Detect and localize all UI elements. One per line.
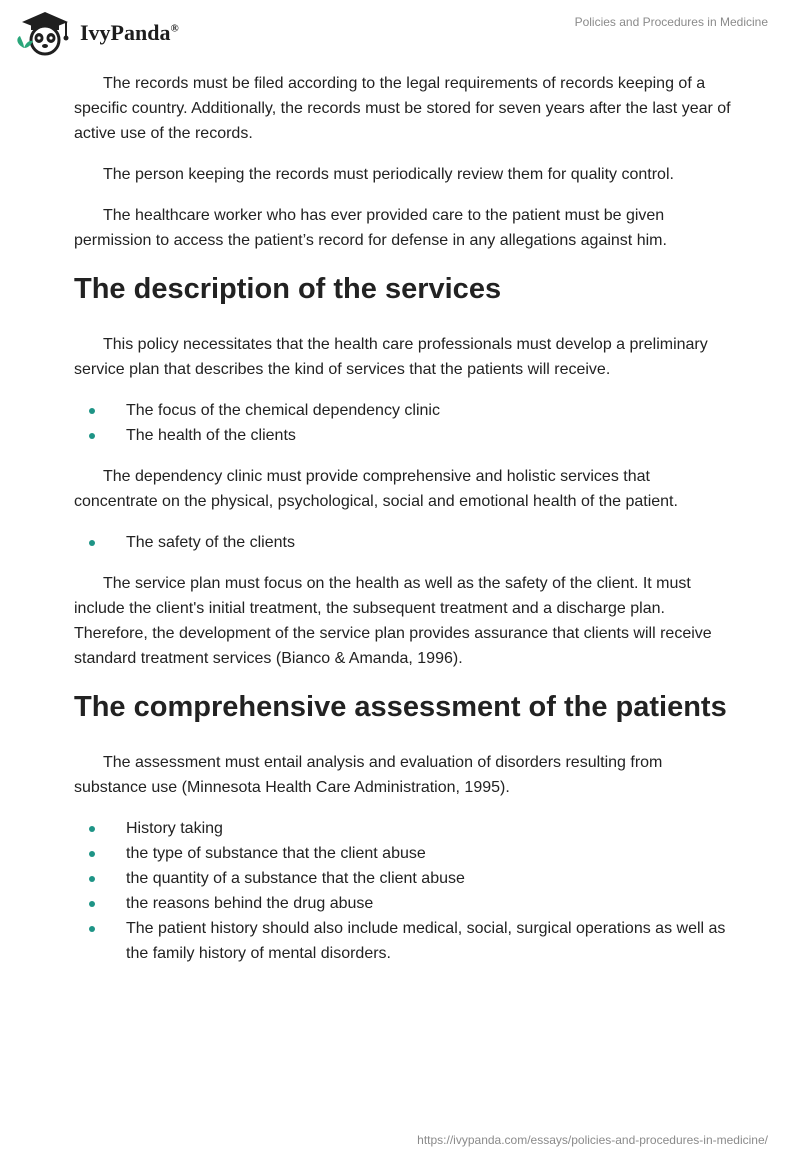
paragraph: The records must be filed according to the legal requirements of records keeping of a specific country. Additionally, the records must be stored for seven years after the last year of active use of the records.	[74, 75, 731, 142]
paragraph: The assessment must entail analysis and evaluation of disorders resulting from substance use (Minnesota Health Care Administration, 1995).	[74, 754, 663, 796]
list-item: History taking	[74, 816, 734, 841]
ivypanda-logo-icon[interactable]	[14, 8, 76, 56]
bullet-list	[74, 530, 734, 555]
list-item: the reasons behind the drug abuse	[74, 891, 734, 916]
list-item: the type of substance that the client abuse	[74, 841, 734, 866]
list-item: The patient history should also include medical, social, surgical operations as well as the family history of mental disorders.	[74, 916, 734, 966]
paragraph: The dependency clinic must provide comprehensive and holistic services that concentrate on the physical, psychological, social and emotional health of the patient.	[74, 468, 678, 510]
source-url[interactable]: https://ivypanda.com/essays/policies-and-procedures-in-medicine/	[417, 1133, 768, 1147]
section-heading-services: The description of the services	[74, 273, 502, 305]
paragraph: The person keeping the records must periodically review them for quality control.	[103, 166, 674, 183]
list-item: The safety of the clients	[74, 530, 734, 555]
brand-name[interactable]	[80, 20, 179, 46]
page-header	[0, 0, 800, 60]
essay-body	[74, 71, 734, 982]
bullet-list	[74, 398, 734, 448]
document-title: Policies and Procedures in Medicine	[574, 15, 768, 29]
paragraph: This policy necessitates that the health care professionals must develop a preliminary service plan that describes the kind of services that the patients will receive.	[74, 336, 708, 378]
list-item: the quantity of a substance that the client abuse	[74, 866, 734, 891]
paragraph: The healthcare worker who has ever provided care to the patient must be given permission to access the patient’s record for defense in any allegations against him.	[74, 207, 667, 249]
registered-mark: ®	[170, 22, 179, 35]
list-item: The health of the clients	[74, 423, 734, 448]
section-heading-assessment: The comprehensive assessment of the patients	[74, 691, 727, 723]
bullet-list	[74, 816, 734, 966]
brand-text: IvyPanda	[80, 20, 171, 45]
list-item: The focus of the chemical dependency clinic	[74, 398, 734, 423]
paragraph: The service plan must focus on the health as well as the safety of the client. It must include the client's initial treatment, the subsequent treatment and a discharge plan. Therefore, the development of the service plan provides assurance that clients will receive standard treatment services (Bianco & Amanda, 1996).	[74, 575, 712, 667]
